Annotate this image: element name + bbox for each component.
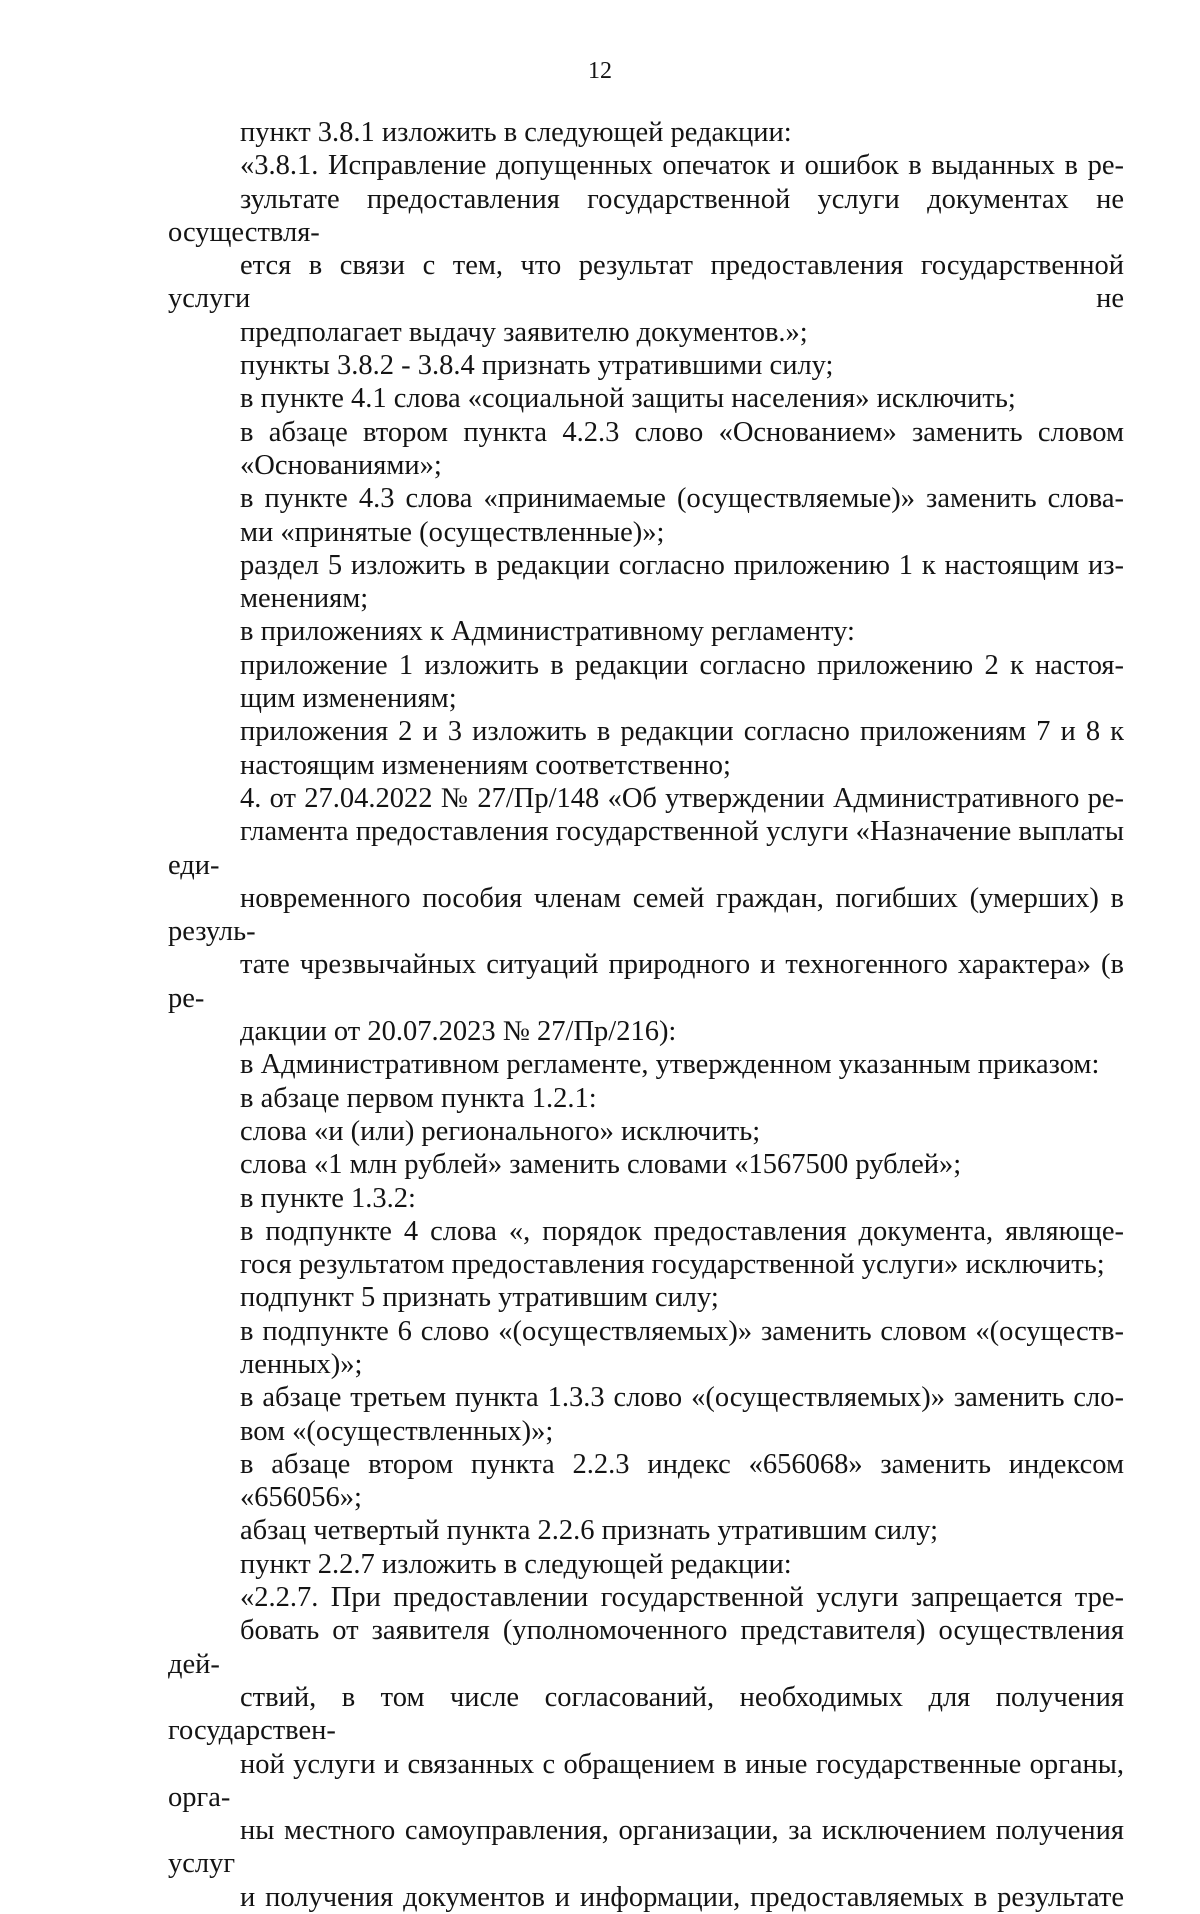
- text-line: в абзаце втором пункта 2.2.3 индекс «656068» заменить индексом: [240, 1448, 1124, 1480]
- text-line: в абзаце втором пункта 4.2.3 слово «Основанием» заменить словом: [240, 416, 1124, 448]
- text-line: пункт 2.2.7 изложить в следующей редакции:: [240, 1548, 792, 1580]
- document-paragraph: [168, 715, 1124, 782]
- document-paragraph: [168, 1448, 1124, 1515]
- text-line: подпункт 5 признать утратившим силу;: [240, 1282, 719, 1314]
- text-line: в пункте 4.1 слова «социальной защиты населения» исключить;: [240, 383, 1016, 415]
- text-line: ны местного самоуправления, организации, за исключением получения услуг: [168, 1815, 1124, 1880]
- document-paragraph: [168, 1182, 1124, 1215]
- text-line: и получения документов и информации, предоставляемых в результате: [240, 1881, 1124, 1913]
- document-body: [168, 116, 1124, 1914]
- page-number: 12: [588, 58, 612, 84]
- text-line: ной услуги и связанных с обращением в иные государственные органы, орга-: [168, 1748, 1124, 1813]
- document-paragraph: [168, 1215, 1124, 1282]
- document-paragraph: [168, 1048, 1124, 1081]
- text-line: ленных)»;: [240, 1348, 363, 1380]
- text-line: пункт 3.8.1 изложить в следующей редакции:: [240, 117, 792, 148]
- text-line: в Административном регламенте, утвержденном указанным приказом:: [240, 1049, 1100, 1081]
- text-line: слова «и (или) регионального» исключить;: [240, 1115, 761, 1147]
- text-line: пункты 3.8.2 - 3.8.4 признать утратившими силу;: [240, 350, 834, 382]
- text-line: новременного пособия членам семей граждан, погибших (умерших) в резуль-: [168, 882, 1124, 948]
- text-line: «3.8.1. Исправление допущенных опечаток и ошибок в выданных в ре-: [240, 150, 1124, 182]
- text-line: в абзаце третьем пункта 1.3.3 слово «(осуществляемых)» заменить сло-: [240, 1382, 1124, 1414]
- document-paragraph: [168, 615, 1124, 648]
- text-line: «2.2.7. При предоставлении государственной услуги запрещается тре-: [240, 1582, 1124, 1614]
- text-line: в приложениях к Административному регламенту:: [240, 616, 855, 648]
- text-line: ствий, в том числе согласований, необходимых для получения государствен-: [168, 1681, 1124, 1747]
- document-paragraph: [168, 549, 1124, 616]
- text-line: в подпункте 6 слово «(осуществляемых)» заменить словом «(осуществ-: [240, 1315, 1124, 1347]
- text-line: в пункте 4.3 слова «принимаемые (осуществляемые)» заменить слова-: [240, 483, 1124, 515]
- text-line: приложения 2 и 3 изложить в редакции согласно приложениям 7 и 8 к: [240, 716, 1124, 748]
- document-paragraph: [168, 482, 1124, 549]
- text-line: дакции от 20.07.2023 № 27/Пр/216):: [240, 1016, 677, 1048]
- text-line: в пункте 1.3.2:: [240, 1182, 416, 1214]
- document-paragraph: [168, 1514, 1124, 1547]
- text-line: приложение 1 изложить в редакции согласно приложению 2 к настоя-: [240, 649, 1124, 681]
- document-paragraph: [168, 1581, 1124, 1914]
- text-line: менениям;: [240, 583, 369, 615]
- text-line: вом «(осуществленных)»;: [240, 1415, 554, 1447]
- text-line: гламента предоставления государственной услуги «Назначение выплаты еди-: [168, 816, 1124, 881]
- document-paragraph: [168, 349, 1124, 382]
- text-line: щим изменениям;: [240, 683, 457, 715]
- document-paragraph: [168, 1082, 1124, 1115]
- text-line: в подпункте 4 слова «, порядок предоставления документа, являюще-: [240, 1215, 1124, 1247]
- document-paragraph: [168, 1148, 1124, 1181]
- text-line: ми «принятые (осуществленные)»;: [240, 516, 665, 548]
- document-paragraph: [168, 149, 1124, 349]
- text-line: 4. от 27.04.2022 № 27/Пр/148 «Об утверждении Административного ре-: [240, 782, 1124, 814]
- text-line: раздел 5 изложить в редакции согласно приложению 1 к настоящим из-: [240, 549, 1124, 581]
- document-paragraph: [168, 1548, 1124, 1581]
- text-line: гося результатом предоставления государственной услуги» исключить;: [240, 1249, 1105, 1281]
- document-paragraph: [168, 1381, 1124, 1448]
- text-line: бовать от заявителя (уполномоченного представителя) осуществления дей-: [168, 1615, 1124, 1680]
- text-line: ется в связи с тем, что результат предоставления государственной услуги не: [168, 250, 1124, 315]
- document-paragraph: [168, 649, 1124, 716]
- document-paragraph: [168, 416, 1124, 483]
- document-paragraph: [168, 116, 1124, 149]
- text-line: в абзаце первом пункта 1.2.1:: [240, 1082, 597, 1114]
- text-line: слова «1 млн рублей» заменить словами «1567500 рублей»;: [240, 1149, 962, 1181]
- text-line: тате чрезвычайных ситуаций природного и техногенного характера» (в ре-: [168, 949, 1124, 1014]
- text-line: «656056»;: [240, 1482, 362, 1514]
- document-paragraph: [168, 382, 1124, 415]
- document-paragraph: [168, 1281, 1124, 1314]
- text-line: «Основаниями»;: [240, 449, 442, 481]
- text-line: настоящим изменениям соответственно;: [240, 749, 731, 781]
- text-line: предполагает выдачу заявителю документов.»;: [240, 316, 808, 348]
- text-line: зультате предоставления государственной услуги документах не осуществля-: [168, 183, 1124, 248]
- text-line: абзац четвертый пункта 2.2.6 признать утратившим силу;: [240, 1515, 938, 1547]
- document-paragraph: [168, 1115, 1124, 1148]
- document-paragraph: [168, 782, 1124, 1048]
- document-paragraph: [168, 1315, 1124, 1382]
